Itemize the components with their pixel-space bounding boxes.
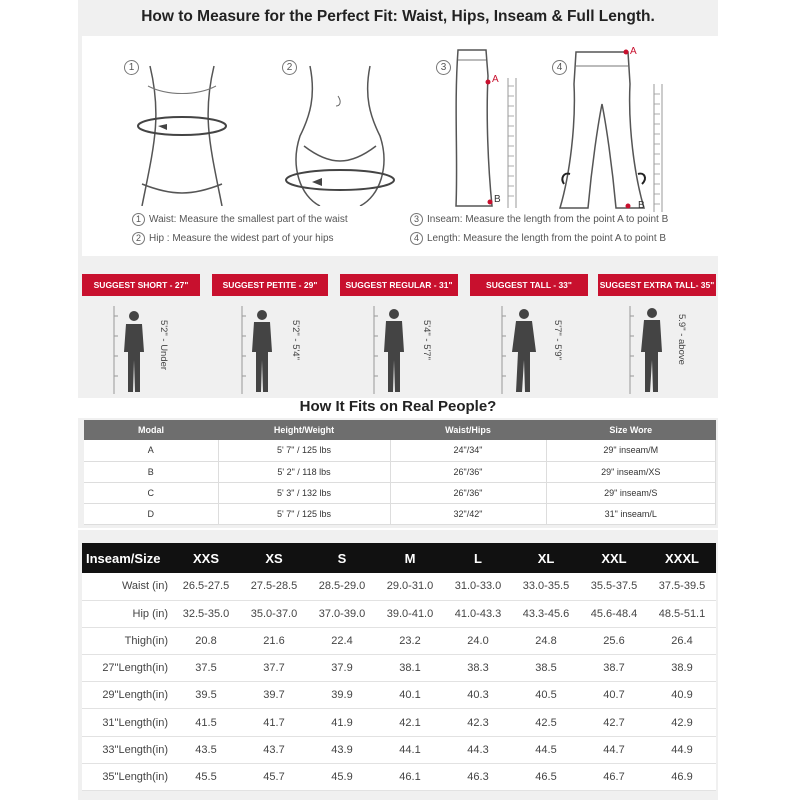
table-cell: 37.0-39.0 xyxy=(308,600,376,627)
table-cell: 21.6 xyxy=(240,627,308,654)
table-cell: 40.1 xyxy=(376,682,444,709)
regular-person-silhouette xyxy=(372,306,412,394)
table-cell: 40.9 xyxy=(648,682,716,709)
row-label: 29"Length(in) xyxy=(82,682,172,709)
table-cell: 35.0-37.0 xyxy=(240,600,308,627)
table-cell: 41.5 xyxy=(172,709,240,736)
table-cell: 43.9 xyxy=(308,736,376,763)
table-cell: 37.9 xyxy=(308,655,376,682)
measure-guide-panel xyxy=(82,36,718,256)
size-header-xxs: XXS xyxy=(172,543,240,573)
table-cell: 46.7 xyxy=(580,763,648,790)
table-cell: 42.3 xyxy=(444,709,512,736)
table-cell: 37.5 xyxy=(172,655,240,682)
table-cell: 48.5-51.1 xyxy=(648,600,716,627)
table-cell: 39.7 xyxy=(240,682,308,709)
suggest-short-badge: SUGGEST SHORT - 27" xyxy=(82,274,200,296)
table-cell: 44.1 xyxy=(376,736,444,763)
table-cell: 45.7 xyxy=(240,763,308,790)
real-people-fit-table xyxy=(84,420,716,525)
table-cell: 46.3 xyxy=(444,763,512,790)
table-cell: 44.7 xyxy=(580,736,648,763)
table-cell: 46.1 xyxy=(376,763,444,790)
table-cell: 40.7 xyxy=(580,682,648,709)
short-person-silhouette xyxy=(112,306,152,394)
table-cell: 31.0-33.0 xyxy=(444,573,512,600)
suggest-regular-badge: SUGGEST REGULAR - 31" xyxy=(340,274,458,296)
table-cell: 24.0 xyxy=(444,627,512,654)
length-diagram xyxy=(558,44,668,214)
suggest-petite-badge: SUGGEST PETITE - 29" xyxy=(212,274,328,296)
table-cell: 41.9 xyxy=(308,709,376,736)
table-cell: D xyxy=(84,503,218,524)
table-cell: 42.7 xyxy=(580,709,648,736)
extra-tall-person-silhouette xyxy=(628,306,668,394)
petite-height-label: 5'2" - 5'4" xyxy=(290,320,301,360)
waist-diagram xyxy=(122,56,242,206)
short-height-label: 5'2" - Under xyxy=(158,320,169,371)
inseam-point-a: A xyxy=(492,74,499,85)
table-cell: 43.5 xyxy=(172,736,240,763)
fit-header-size-wore: Size Wore xyxy=(546,420,716,440)
table-cell: 38.3 xyxy=(444,655,512,682)
table-cell: 23.2 xyxy=(376,627,444,654)
table-cell: 31" inseam/L xyxy=(546,503,716,524)
table-cell: 27.5-28.5 xyxy=(240,573,308,600)
size-header-xxl: XXL xyxy=(580,543,648,573)
table-cell: 42.5 xyxy=(512,709,580,736)
note-number-1: 1 xyxy=(132,213,145,226)
extra-tall-height-label: 5.9" - above xyxy=(676,314,687,365)
size-chart-header-row xyxy=(82,543,716,573)
table-cell: 29" inseam/XS xyxy=(546,461,716,482)
step-number-2: 2 xyxy=(282,60,297,75)
row-label: 33"Length(in) xyxy=(82,736,172,763)
table-cell: 37.5-39.5 xyxy=(648,573,716,600)
table-cell: 24"/34" xyxy=(390,440,546,461)
note-length xyxy=(410,232,666,245)
table-row xyxy=(82,736,716,763)
table-cell: A xyxy=(84,440,218,461)
note-number-2: 2 xyxy=(132,232,145,245)
table-row xyxy=(84,461,716,482)
table-cell: 44.5 xyxy=(512,736,580,763)
table-cell: 29.0-31.0 xyxy=(376,573,444,600)
note-number-4: 4 xyxy=(410,232,423,245)
size-header-xxxl: XXXL xyxy=(648,543,716,573)
table-cell: 44.3 xyxy=(444,736,512,763)
table-row xyxy=(82,709,716,736)
fit-section-title: How It Fits on Real People? xyxy=(299,398,497,415)
table-cell: 40.3 xyxy=(444,682,512,709)
table-cell: B xyxy=(84,461,218,482)
note-inseam xyxy=(410,213,668,226)
row-label: Hip (in) xyxy=(82,600,172,627)
table-cell: 45.6-48.4 xyxy=(580,600,648,627)
table-cell: 32.5-35.0 xyxy=(172,600,240,627)
fit-table-header-row xyxy=(84,420,716,440)
row-label: Waist (in) xyxy=(82,573,172,600)
table-cell: 26"/36" xyxy=(390,482,546,503)
fit-header-height-weight: Height/Weight xyxy=(218,420,390,440)
length-point-b: B xyxy=(638,200,645,211)
table-cell: 35.5-37.5 xyxy=(580,573,648,600)
table-cell: 22.4 xyxy=(308,627,376,654)
fit-header-waist-hips: Waist/Hips xyxy=(390,420,546,440)
table-cell: 39.0-41.0 xyxy=(376,600,444,627)
table-row xyxy=(84,482,716,503)
step-number-4: 4 xyxy=(552,60,567,75)
hip-diagram xyxy=(280,56,400,206)
table-cell: 42.1 xyxy=(376,709,444,736)
petite-person-silhouette xyxy=(240,306,280,394)
length-point-a: A xyxy=(630,46,637,57)
table-cell: 41.7 xyxy=(240,709,308,736)
table-row xyxy=(82,655,716,682)
suggest-extra-tall-badge: SUGGEST EXTRA TALL- 35" xyxy=(598,274,716,296)
tall-person-silhouette xyxy=(500,306,540,394)
table-cell: 29" inseam/M xyxy=(546,440,716,461)
note-length-text: Length: Measure the length from the point A to point B xyxy=(427,233,667,244)
table-cell: 28.5-29.0 xyxy=(308,573,376,600)
table-cell: C xyxy=(84,482,218,503)
table-row xyxy=(82,763,716,790)
table-cell: 26.5-27.5 xyxy=(172,573,240,600)
table-cell: 26.4 xyxy=(648,627,716,654)
table-cell: 45.5 xyxy=(172,763,240,790)
size-header-inseam-size: Inseam/Size xyxy=(82,543,172,573)
note-number-3: 3 xyxy=(410,213,423,226)
table-cell: 40.5 xyxy=(512,682,580,709)
table-row xyxy=(82,627,716,654)
table-cell: 43.3-45.6 xyxy=(512,600,580,627)
suggest-tall-badge: SUGGEST TALL - 33" xyxy=(470,274,588,296)
note-hip xyxy=(132,232,334,245)
table-cell: 38.9 xyxy=(648,655,716,682)
height-suggestion-strip xyxy=(78,262,718,398)
table-cell: 20.8 xyxy=(172,627,240,654)
table-cell: 29" inseam/S xyxy=(546,482,716,503)
table-cell: 24.8 xyxy=(512,627,580,654)
table-row xyxy=(82,600,716,627)
table-cell: 45.9 xyxy=(308,763,376,790)
table-cell: 46.9 xyxy=(648,763,716,790)
table-cell: 32"/42" xyxy=(390,503,546,524)
table-row xyxy=(84,440,716,461)
tall-height-label: 5'7" - 5'9" xyxy=(552,320,563,360)
note-waist-text: Waist: Measure the smallest part of the waist xyxy=(149,214,348,225)
step-number-1: 1 xyxy=(124,60,139,75)
row-label: 31"Length(in) xyxy=(82,709,172,736)
note-inseam-text: Inseam: Measure the length from the point A to point B xyxy=(427,214,669,225)
table-cell: 38.1 xyxy=(376,655,444,682)
size-header-l: L xyxy=(444,543,512,573)
size-chart-table xyxy=(82,543,716,791)
table-cell: 37.7 xyxy=(240,655,308,682)
note-hip-text: Hip : Measure the widest part of your hips xyxy=(149,233,334,244)
size-header-xl: XL xyxy=(512,543,580,573)
table-cell: 26"/36" xyxy=(390,461,546,482)
size-header-m: M xyxy=(376,543,444,573)
inseam-diagram xyxy=(452,46,522,211)
table-cell: 5' 2" / 118 lbs xyxy=(218,461,390,482)
row-label: Thigh(in) xyxy=(82,627,172,654)
step-number-3: 3 xyxy=(436,60,451,75)
size-chart-body xyxy=(82,573,716,791)
table-cell: 38.7 xyxy=(580,655,648,682)
size-header-xs: XS xyxy=(240,543,308,573)
table-row xyxy=(82,682,716,709)
table-cell: 5' 7" / 125 lbs xyxy=(218,440,390,461)
table-cell: 41.0-43.3 xyxy=(444,600,512,627)
row-label: 27"Length(in) xyxy=(82,655,172,682)
inseam-point-b: B xyxy=(494,194,501,205)
table-cell: 43.7 xyxy=(240,736,308,763)
table-row xyxy=(82,573,716,600)
note-waist xyxy=(132,213,348,226)
table-cell: 5' 3" / 132 lbs xyxy=(218,482,390,503)
row-label: 35"Length(in) xyxy=(82,763,172,790)
table-cell: 25.6 xyxy=(580,627,648,654)
table-cell: 39.9 xyxy=(308,682,376,709)
table-cell: 38.5 xyxy=(512,655,580,682)
table-cell: 33.0-35.5 xyxy=(512,573,580,600)
fit-header-modal: Modal xyxy=(84,420,218,440)
table-cell: 44.9 xyxy=(648,736,716,763)
table-cell: 46.5 xyxy=(512,763,580,790)
table-cell: 5' 7" / 125 lbs xyxy=(218,503,390,524)
table-row xyxy=(84,503,716,524)
size-header-s: S xyxy=(308,543,376,573)
regular-height-label: 5'4" - 5'7" xyxy=(421,320,432,360)
table-cell: 42.9 xyxy=(648,709,716,736)
table-cell: 39.5 xyxy=(172,682,240,709)
page-title: How to Measure for the Perfect Fit: Waist, Hips, Inseam & Full Length. xyxy=(141,8,655,25)
